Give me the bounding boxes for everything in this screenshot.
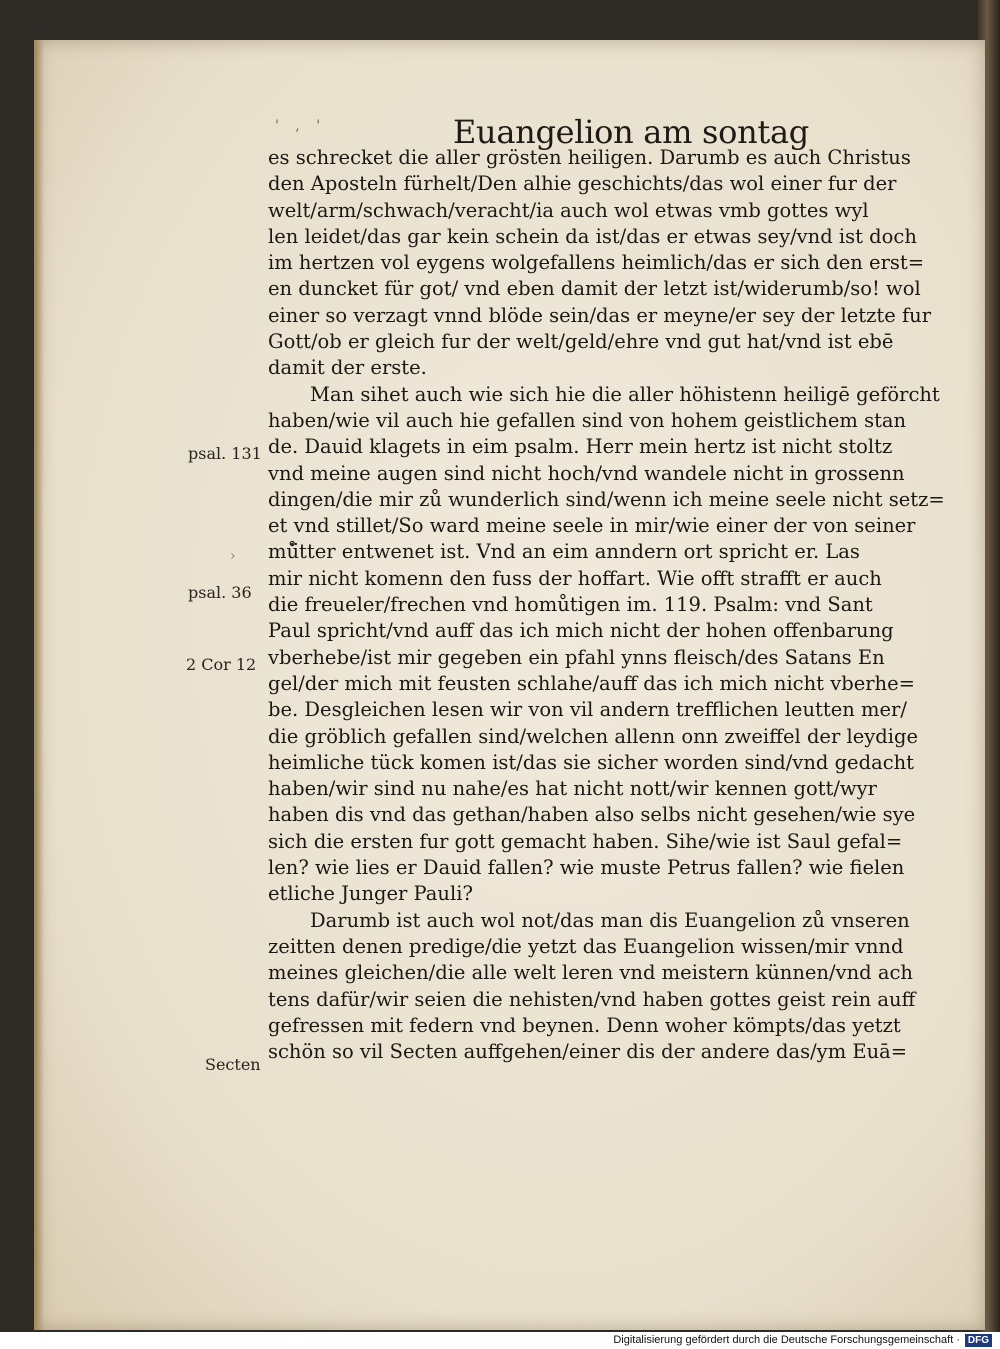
text-line: haben/wir sind nu nahe/es hat nicht nott/wir kennen gott/wyr xyxy=(268,777,877,801)
text-line: haben dis vnd das gethan/haben also selbs nicht gesehen/wie sye xyxy=(268,803,916,827)
text-line: etliche Junger Pauli? xyxy=(268,882,473,906)
text-line: en duncket für got/ vnd eben damit der letzt ist/widerumb/so! wol xyxy=(268,277,921,301)
text-line: vberhebe/ist mir gegeben ein pfahl ynns fleisch/des Satans En xyxy=(268,645,885,669)
dfg-logo-icon: DFG xyxy=(965,1334,992,1347)
text-line: den Aposteln fürhelt/Den alhie geschichts/das wol einer fur der xyxy=(268,172,897,196)
body-text xyxy=(268,145,958,1065)
text-line: im hertzen vol eygens wolgefallens heimlich/das er sich den erst= xyxy=(268,251,925,275)
text-line: mů̈tter entwenet ist. Vnd an eim anndern ort spricht er. Las xyxy=(268,540,860,564)
running-header: Euangelion am sontag xyxy=(453,113,809,151)
margin-note-corinthians: 2 Cor 12 xyxy=(186,655,257,674)
text-line: es schrecket die aller grösten heiligen. Darumb es auch Christus xyxy=(268,146,911,169)
text-line: mir nicht komenn den fuss der hoffart. Wie offt strafft er auch xyxy=(268,566,882,590)
text-line: damit der erste. xyxy=(268,356,427,380)
text-line: be. Desgleichen lesen wir von vil andern trefflichen leutten mer/ xyxy=(268,698,907,722)
text-line: gefressen mit federn vnd beynen. Denn woher kömpts/das yetzt xyxy=(268,1013,901,1037)
bleed-mark: › xyxy=(230,548,236,564)
text-line: sich die ersten fur gott gemacht haben. Sihe/wie ist Saul gefal= xyxy=(268,829,903,853)
page-gutter xyxy=(34,40,44,1330)
text-line: Paul spricht/vnd auff das ich mich nicht der hohen offenbarung xyxy=(268,619,894,643)
text-line: gel/der mich mit feusten schlahe/auff das ich mich nicht vberhe= xyxy=(268,671,915,695)
margin-note-psalm-36: psal. 36 xyxy=(188,583,252,602)
text-line: tens dafür/wir seien die nehisten/vnd haben gottes geist rein auff xyxy=(268,987,916,1011)
text-line: de. Dauid klagets in eim psalm. Herr mein hertz ist nicht stoltz xyxy=(268,435,893,459)
text-line: dingen/die mir zů wunderlich sind/wenn ich meine seele nicht setz= xyxy=(268,487,945,511)
text-line: heimliche tück komen ist/das sie sicher worden sind/vnd gedacht xyxy=(268,750,915,774)
text-line: Darumb ist auch wol not/das man dis Euangelion zů vnseren xyxy=(310,908,910,932)
text-line: die gröblich gefallen sind/welchen allenn onn zweiffel der leydige xyxy=(268,724,919,748)
footer-credit: Digitalisierung gefördert durch die Deutsche Forschungsgemeinschaft · xyxy=(613,1334,960,1346)
text-line: len? wie lies er Dauid fallen? wie muste Petrus fallen? wie fielen xyxy=(268,856,905,880)
text-line: meines gleichen/die alle welt leren vnd meistern künnen/vnd ach xyxy=(268,961,913,985)
text-line: einer so verzagt vnnd blöde sein/das er meyne/er sey der letzte fur xyxy=(268,303,932,327)
text-line: die freueler/frechen vnd homůtigen im. 119. Psalm: vnd Sant xyxy=(268,593,873,617)
text-line: Man sihet auch wie sich hie die aller höhistenn heiligē geförcht xyxy=(310,382,940,406)
text-line: vnd meine augen sind nicht hoch/vnd wandele nicht in grossenn xyxy=(268,461,905,485)
text-line: schön so vil Secten auffgehen/einer dis der andere das/ym Euā= xyxy=(268,1040,908,1064)
text-line: et vnd stillet/So ward meine seele in mir/wie einer der von seiner xyxy=(268,514,916,538)
text-line: len leidet/das gar kein schein da ist/das er etwas sey/vnd ist doch xyxy=(268,224,917,248)
text-line: welt/arm/schwach/veracht/ia auch wol etwas vmb gottes wyl xyxy=(268,198,869,222)
margin-note-secten: Secten xyxy=(205,1055,261,1074)
text-line: Gott/ob er gleich fur der welt/geld/ehre vnd gut hat/vnd ist ebē xyxy=(268,330,894,354)
margin-note-psalm-131: psal. 131 xyxy=(188,444,262,463)
text-line: haben/wie vil auch hie gefallen sind von hohem geistlichem stan xyxy=(268,408,907,432)
text-line: zeitten denen predige/die yetzt das Euangelion wissen/mir vnnd xyxy=(268,934,904,958)
header-ornament: ' , ' xyxy=(275,118,327,134)
